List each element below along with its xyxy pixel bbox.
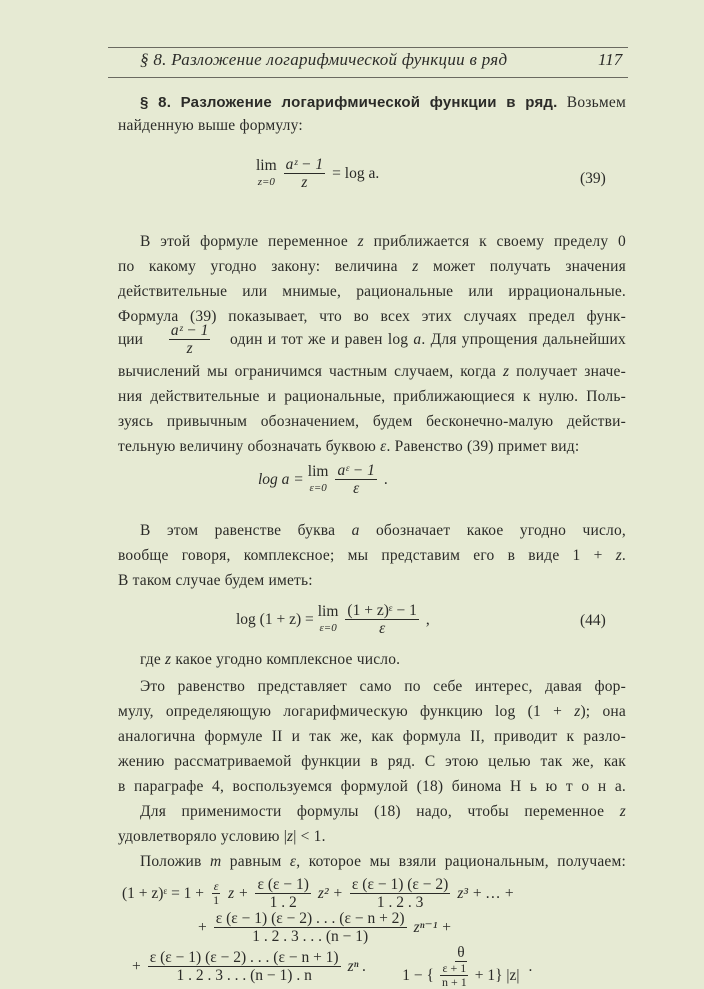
text-run: . Равенство (39) примет вид: [386, 438, 580, 455]
text-run: . [621, 547, 626, 564]
text-line [118, 727, 626, 747]
text-run: , которое мы взяли рациональным, получаем: [296, 853, 627, 870]
text-run: ); она [580, 703, 627, 720]
text-line [118, 702, 626, 722]
math-variable: z [574, 703, 581, 720]
text-line [118, 116, 626, 136]
text-line [118, 827, 626, 847]
section-heading-line [140, 93, 626, 113]
limit: lim z=0 [256, 156, 277, 188]
text-run: где [140, 651, 166, 668]
equation-number: (44) [580, 612, 606, 629]
text-run: в параграфе 4, воспользуемся формулой (18) бинома Н ь ю т о н а. [118, 778, 626, 795]
text-line [230, 330, 626, 350]
formula-44: log (1 + z) = lim ε=0 $\frac{\text{(1 + z)ᵋ − 1}}{\varepsilon}$ , [236, 602, 430, 637]
text-run: зуясь привычным обозначением, будем бесконечно-малую действи- [118, 413, 626, 430]
text-run: Для применимости формулы (18) надо, чтобы переменное [140, 803, 620, 820]
text-run: В этой формуле переменное [140, 233, 358, 250]
text-run: действительные или мнимые, рациональные или иррациональные. [118, 283, 626, 300]
text-run: Формула (39) показывает, что во всех этих случаях предел функ- [118, 308, 626, 325]
text-run: обозначает какое угодно число, [359, 522, 626, 539]
text-run: ния действительные и рациональные, приближающиеся к нулю. Поль- [118, 388, 626, 405]
text-run: вычислений мы ограничимся частным случаем, когда [118, 363, 503, 380]
text-run: . Для упрощения дальнейших [421, 331, 627, 348]
section-heading: § 8. Разложение логарифмической функции в ряд. [140, 94, 558, 111]
math-variable: a [413, 331, 422, 348]
math-variable: z [287, 828, 294, 845]
series-row-2: + $\frac{\varepsilon (\varepsilon - 1) (\varepsilon - 2) . . . (\varepsilon - n + 2)}{1 . 2 . 3 . . . (n - 1)}$ zⁿ⁻¹ + [198, 910, 452, 945]
text-line [140, 852, 626, 872]
text-run: мулу, определяющую логарифмическую функцию log (1 + [118, 703, 575, 720]
text-run: Это равенство представляет само по себе интерес, давая фор- [140, 678, 626, 695]
math-variable: m [209, 853, 222, 870]
text-line [118, 777, 626, 797]
text-run: Положив [140, 853, 210, 870]
text-line [118, 546, 626, 566]
text-line [118, 412, 626, 432]
math-variable: z [619, 803, 626, 820]
text-line [118, 437, 626, 457]
text-run: равным [221, 853, 290, 870]
text-run: может получать значения [418, 258, 626, 275]
equation-number: (39) [580, 170, 606, 187]
formula-log-limit: log a = lim ε=0 $\frac{\text{aᵋ − 1}}{\varepsilon}$ . [258, 462, 388, 497]
running-header: § 8. Разложение логарифмической функции в ряд [140, 50, 508, 69]
math-variable: z [165, 651, 172, 668]
math-variable: z [357, 233, 364, 250]
header-rule-bottom [108, 77, 628, 78]
text-run: удовлетворяло условию | [118, 828, 287, 845]
section-heading-rest: Возьмем [557, 94, 626, 111]
page-number: 117 [598, 50, 623, 69]
text-run: вообще говоря, комплексное; мы представим его в виде 1 + [118, 547, 616, 564]
text-run: по какому угодно закону: величина [118, 258, 413, 275]
text-line [140, 802, 626, 822]
math-variable: ε [380, 438, 387, 455]
text-line [118, 571, 626, 591]
text-run: один и тот же и равен log [230, 331, 414, 348]
text-run: получает значе- [509, 363, 626, 380]
math-variable: ε [289, 853, 297, 870]
text-run: жению рассматриваемой функции в ряд. С этою целью так же, как [118, 753, 626, 770]
series-row-3: + $\frac{\varepsilon (\varepsilon - 1) (\varepsilon - 2) . . . (\varepsilon - n + 1)}{1 . 2 . 3 . . . (n - 1) . n}$ zⁿ . θ 1 − { $\frac{\varepsilon + 1}{n + 1}$ + 1} |z| . [132, 944, 533, 989]
text-run: какое угодно комплексное число. [171, 651, 401, 668]
formula-39 [256, 156, 379, 191]
math-variable: z [502, 363, 510, 380]
math-variable: z [615, 547, 622, 564]
text-line [118, 362, 626, 382]
text-line [140, 677, 626, 697]
text-line [118, 282, 626, 302]
math-variable: a [351, 522, 360, 539]
text-run: найденную выше формулу: [118, 117, 303, 134]
fraction: $\frac{\text{aᶻ − 1}}{z}$ [170, 322, 209, 357]
text-run: тельную величину обозначать буквою [118, 438, 381, 455]
text-line [140, 650, 626, 670]
text-line [140, 232, 626, 252]
text-line [118, 387, 626, 407]
text-line [118, 752, 626, 772]
text-line [140, 521, 626, 541]
inline-fraction-line: ции $\frac{\text{aᶻ − 1}}{z}$ [118, 322, 209, 357]
fraction: $\frac{\text{aᶻ − 1}}{z}$ [285, 156, 324, 191]
text-run: аналогична формуле II и так же, как формула II, приводит к разло- [118, 728, 626, 745]
text-run: приближается к своему пределу 0 [363, 233, 626, 250]
text-run: В таком случае будем иметь: [118, 572, 313, 589]
math-variable: z [412, 258, 419, 275]
text-line [118, 257, 626, 277]
text-run: | < 1. [293, 828, 326, 845]
series-row-1: (1 + z)ᵋ = 1 + $\frac{\varepsilon}{1}$ z + $\frac{\varepsilon (\varepsilon - 1)}{1 . 2}$ z² + $\frac{\varepsilon (\varepsilon - 1) (\varepsilon - 2)}{1 . 2 . 3}$ z³ + … + [122, 876, 515, 911]
text-run: В этом равенстве буква [140, 522, 352, 539]
header-rule-top [108, 47, 628, 48]
rhs: = log a. [332, 164, 380, 182]
